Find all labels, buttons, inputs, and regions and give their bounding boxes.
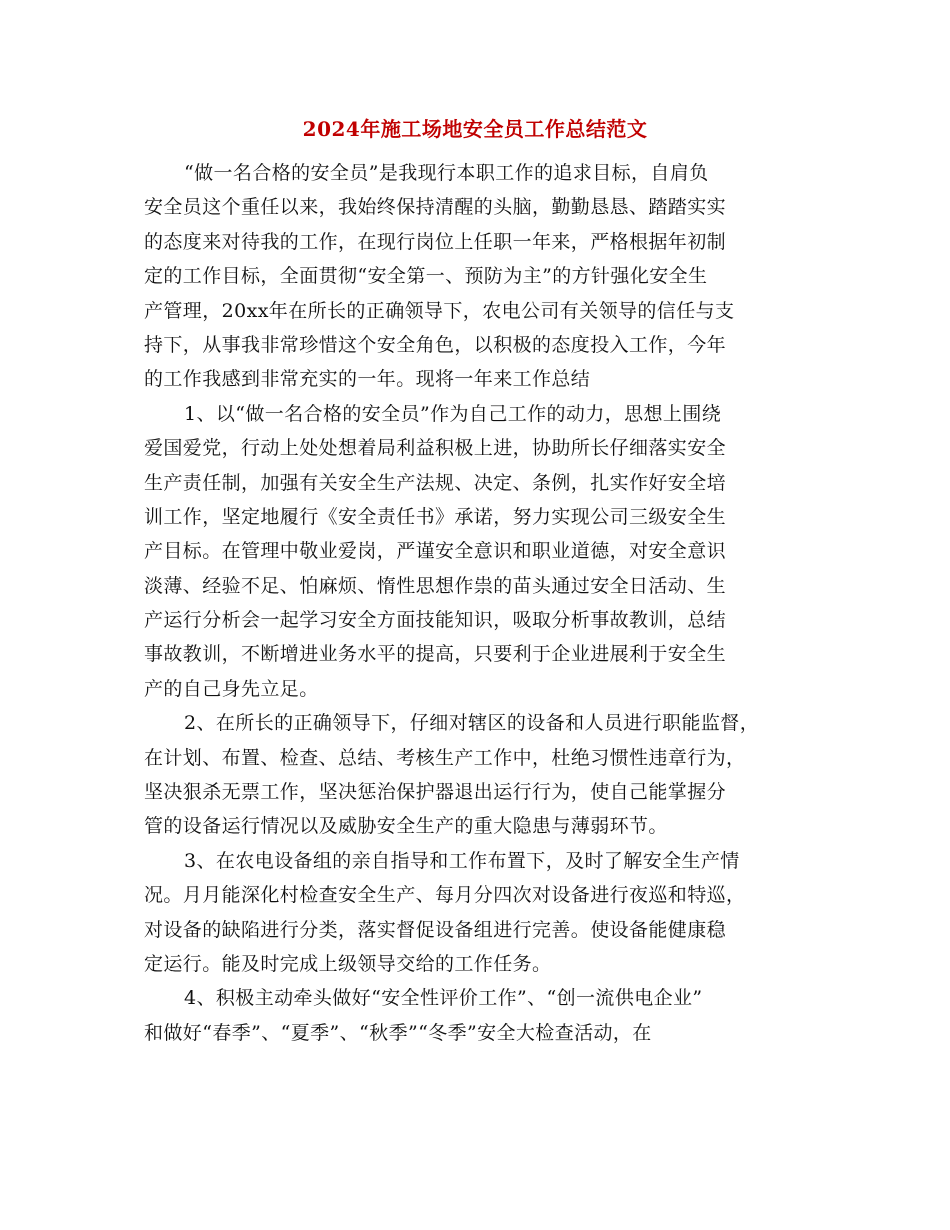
paragraph-line: 的态度来对待我的工作，在现行岗位上任职一年来，严格根据年初制 (144, 230, 727, 253)
paragraph-line: 定的工作目标，全面贯彻“安全第一、预防为主”的方针强化安全生 (144, 265, 708, 288)
paragraph-line: 定运行。能及时完成上级领导交给的工作任务。 (144, 952, 552, 975)
paragraph-line: 产目标。在管理中敬业爱岗，严谨安全意识和职业道德，对安全意识 (144, 540, 727, 563)
document-body (144, 156, 824, 1050)
paragraph-line: 对设备的缺陷进行分类，落实督促设备组进行完善。使设备能健康稳 (144, 918, 727, 941)
paragraph-line: 产管理，20xx年在所长的正确领导下，农电公司有关领导的信任与支 (144, 299, 735, 322)
paragraph-line: 安全员这个重任以来，我始终保持清醒的头脑，勤勤恳恳、踏踏实实 (144, 196, 727, 219)
paragraph-line: 训工作，坚定地履行《安全责任书》承诺，努力实现公司三级安全生 (144, 505, 727, 528)
paragraph-line: 淡薄、经验不足、怕麻烦、惰性思想作祟的苗头通过安全日活动、生 (144, 574, 727, 597)
paragraph-line: 3、在农电设备组的亲自指导和工作布置下，及时了解安全生产情 (184, 849, 740, 872)
paragraph-line: “做一名合格的安全员”是我现行本职工作的追求目标，自肩负 (184, 162, 709, 184)
paragraph-line: 的工作我感到非常充实的一年。现将一年来工作总结 (144, 368, 591, 391)
paragraph-line: 4、积极主动牵头做好“安全性评价工作”、“创一流供电企业” (184, 987, 703, 1010)
paragraph-line: 事故教训，不断增进业务水平的提高，只要利于企业进展利于安全生 (144, 643, 727, 666)
paragraph-line: 2、在所长的正确领导下，仔细对辖区的设备和人员进行职能监督， (184, 712, 760, 735)
paragraph-line: 生产责任制，加强有关安全生产法规、决定、条例，扎实作好安全培 (144, 471, 727, 494)
paragraph-line: 坚决狠杀无票工作，坚决惩治保护器退出运行行为，使自己能掌握分 (144, 781, 727, 804)
paragraph-line: 和做好“春季”、“夏季”、“秋季”“冬季”安全大检查活动，在 (144, 1021, 652, 1044)
paragraph-line: 产的自己身先立足。 (144, 677, 319, 700)
paragraph-line: 持下，从事我非常珍惜这个安全角色，以积极的态度投入工作，今年 (144, 333, 727, 356)
paragraph-line: 爱国爱党，行动上处处想着局利益积极上进，协助所长仔细落实安全 (144, 437, 727, 460)
paragraph-line: 1、以“做一名合格的安全员”作为自己工作的动力，思想上围绕 (184, 402, 722, 425)
paragraph-line: 在计划、布置、检查、总结、考核生产工作中，杜绝习惯性违章行为， (144, 746, 746, 769)
paragraph-line: 管的设备运行情况以及威胁安全生产的重大隐患与薄弱环节。 (144, 815, 668, 838)
document-title: 2024年施工场地安全员工作总结范文 (302, 117, 648, 141)
paragraph-line: 产运行分析会一起学习安全方面技能知识，吸取分析事故教训，总结 (144, 609, 727, 632)
paragraph-line: 况。月月能深化村检查安全生产、每月分四次对设备进行夜巡和特巡， (144, 884, 746, 907)
